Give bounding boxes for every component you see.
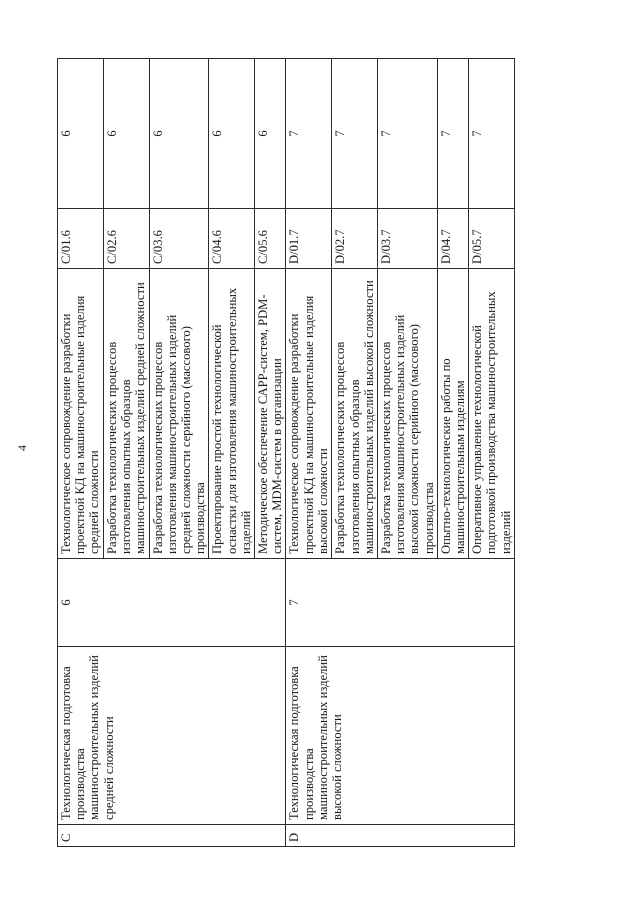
function-level: 6 bbox=[58, 59, 104, 209]
function-level: 7 bbox=[286, 59, 332, 209]
function-code: C/02.6 bbox=[104, 209, 150, 269]
function-name: Проектирование простой технологической оснастки для изготовления машиностроительных изделий bbox=[209, 269, 255, 559]
group-code: D bbox=[286, 825, 514, 847]
group-level: 6 bbox=[58, 559, 286, 647]
function-name: Опытно-технологические работы по машиностроительным изделиям bbox=[437, 269, 468, 559]
function-code: C/04.6 bbox=[209, 209, 255, 269]
group-code: C bbox=[58, 825, 286, 847]
table-row bbox=[286, 59, 332, 847]
function-code: D/02.7 bbox=[332, 209, 378, 269]
functions-table bbox=[57, 58, 515, 847]
function-code: D/03.7 bbox=[378, 209, 438, 269]
group-title: Технологическая подготовка производства машиностроительных изделий средней сложности bbox=[58, 647, 286, 825]
group-title: Технологическая подготовка производства машиностроительных изделий высокой сложности bbox=[286, 647, 514, 825]
function-code: D/01.7 bbox=[286, 209, 332, 269]
function-level: 6 bbox=[149, 59, 209, 209]
function-code: C/03.6 bbox=[149, 209, 209, 269]
group-level: 7 bbox=[286, 559, 514, 647]
function-code: C/01.6 bbox=[58, 209, 104, 269]
function-name: Разработка технологических процессов изготовления машиностроительных изделий высокой сложности серийного (массового) производства bbox=[378, 269, 438, 559]
rotated-table-container bbox=[57, 59, 513, 847]
function-level: 6 bbox=[255, 59, 286, 209]
function-name: Оперативное управление технологической подготовкой производства машиностроительных изделий bbox=[469, 269, 515, 559]
function-name: Разработка технологических процессов изготовления опытных образцов машиностроительных изделий средней сложности bbox=[104, 269, 150, 559]
function-level: 7 bbox=[332, 59, 378, 209]
function-name: Методическое обеспечение САРР-систем, PDM-систем, MDM-систем в организации bbox=[255, 269, 286, 559]
function-level: 7 bbox=[469, 59, 515, 209]
function-level: 6 bbox=[104, 59, 150, 209]
function-code: C/05.6 bbox=[255, 209, 286, 269]
function-name: Технологическое сопровождение разработки проектной КД на машиностроительные изделия средней сложности bbox=[58, 269, 104, 559]
functions-table-body bbox=[58, 59, 515, 847]
page-number: 4 bbox=[15, 445, 29, 451]
function-name: Разработка технологических процессов изготовления опытных образцов машиностроительных изделий высокой сложности bbox=[332, 269, 378, 559]
function-level: 7 bbox=[378, 59, 438, 209]
function-name: Разработка технологических процессов изготовления машиностроительных изделий средней сложности серийного (массового) производства bbox=[149, 269, 209, 559]
function-name: Технологическое сопровождение разработки проектной КД на машиностроительные изделия высокой сложности bbox=[286, 269, 332, 559]
function-level: 7 bbox=[437, 59, 468, 209]
function-level: 6 bbox=[209, 59, 255, 209]
function-code: D/05.7 bbox=[469, 209, 515, 269]
table-row bbox=[58, 59, 104, 847]
function-code: D/04.7 bbox=[437, 209, 468, 269]
